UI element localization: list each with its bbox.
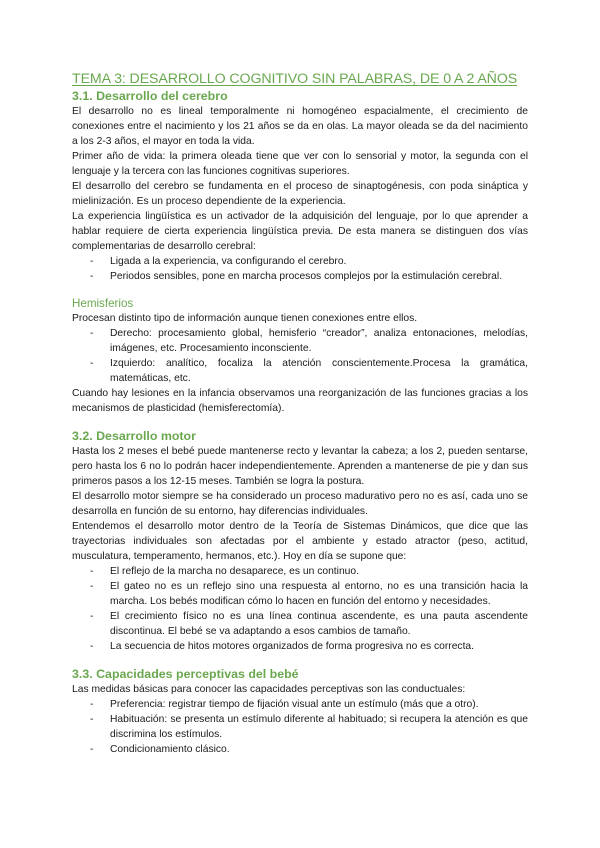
list-item: - Periodos sensibles, pone en marcha procesos complejos por la estimulación cerebral.	[110, 269, 528, 284]
paragraph: Procesan distinto tipo de información aunque tienen conexiones entre ellos.	[72, 313, 418, 324]
section-heading-motor: 3.2. Desarrollo motor	[72, 429, 196, 443]
list-item: - Ligada a la experiencia, va configurando el cerebro.	[110, 254, 528, 269]
list-item: - El gateo no es un reflejo sino una respuesta al entorno, no es una transición hacia la marcha. Los bebés modifican cómo lo hacen en función del entorno y necesidades.	[110, 579, 528, 609]
paragraph: Cuando hay lesiones en la infancia observamos una reorganización de las funciones gracias a los mecanismos de plasticidad (hemisferectomía).	[72, 388, 528, 414]
paragraph: El desarrollo no es lineal temporalmente ni homogéneo espacialmente, el crecimiento de conexiones entre el nacimiento y los 21 años se da en olas. La mayor oleada se da del nacimiento a los 2-3 años, el mayor en toda la vida.	[72, 106, 528, 147]
paragraph: La experiencia lingüística es un activador de la adquisición del lenguaje, por lo que aprender a hablar requiere de cierta experiencia lingüística previa. De esta manera se distinguen dos vías complementarias de desarrollo cerebral:	[72, 211, 528, 252]
list-item: - La secuencia de hitos motores organizados de forma progresiva no es correcta.	[110, 639, 528, 654]
perception-measures-list	[72, 697, 528, 757]
paragraph: El desarrollo del cerebro se fundamenta en el proceso de sinaptogénesis, con poda sináptica y mielinización. Es un proceso dependiente de la experiencia.	[72, 181, 528, 207]
section-heading-perception: 3.3. Capacidades perceptivas del bebé	[72, 667, 299, 681]
paragraph: Hasta los 2 meses el bebé puede mantenerse recto y levantar la cabeza; a los 2, pueden sentarse, pero hasta los 6 no lo podrán hacer independientemente. Aprenden a mantenerse de pie y dan sus primeros pasos a los 12-15 meses. También se logra la postura.	[72, 446, 528, 487]
list-item: - Habituación: se presenta un estímulo diferente al habituado; si recupera la atención es que discrimina los estímulos.	[110, 712, 528, 742]
subheading-hemispheres: Hemisferios	[72, 297, 134, 310]
motor-development-list	[72, 564, 528, 654]
brain-development-list	[72, 254, 528, 284]
list-item: - Preferencia: registrar tiempo de fijación visual ante un estímulo (más que a otro).	[110, 697, 528, 712]
list-item: - El crecimiento físico no es una línea continua ascendente, es una pauta ascendente discontinua. El bebé se va adaptando a esos cambios de tamaño.	[110, 609, 528, 639]
paragraph: Primer año de vida: la primera oleada tiene que ver con lo sensorial y motor, la segunda con el lenguaje y la tercera con las funciones cognitivas superiores.	[72, 151, 528, 177]
paragraph: El desarrollo motor siempre se ha considerado un proceso madurativo pero no es así, cada uno se desarrolla en función de su entorno, hay diferencias individuales.	[72, 491, 528, 517]
section-heading-brain: 3.1. Desarrollo del cerebro	[72, 89, 228, 103]
list-item: - Izquierdo: analítico, focaliza la atención conscientemente.Procesa la gramática, matemáticas, etc.	[110, 356, 528, 386]
list-item: - Derecho: procesamiento global, hemisferio “creador”, analiza entonaciones, melodías, imágenes, etc. Procesamiento inconsciente.	[110, 326, 528, 356]
hemispheres-list	[72, 326, 528, 386]
paragraph: Las medidas básicas para conocer las capacidades perceptivas son las conductuales:	[72, 684, 466, 695]
list-item: - El reflejo de la marcha no desaparece, es un continuo.	[110, 564, 528, 579]
list-item: - Condicionamiento clásico.	[110, 742, 528, 757]
paragraph: Entendemos el desarrollo motor dentro de la Teoría de Sistemas Dinámicos, que dice que las trayectorias individuales son afectadas por el ambiente y estado atractor (peso, actitud, musculatura, temperamento, hermanos, etc.). Hoy en día se supone que:	[72, 521, 528, 562]
document-title: TEMA 3: DESARROLLO COGNITIVO SIN PALABRAS, DE 0 A 2 AÑOS	[72, 71, 518, 87]
